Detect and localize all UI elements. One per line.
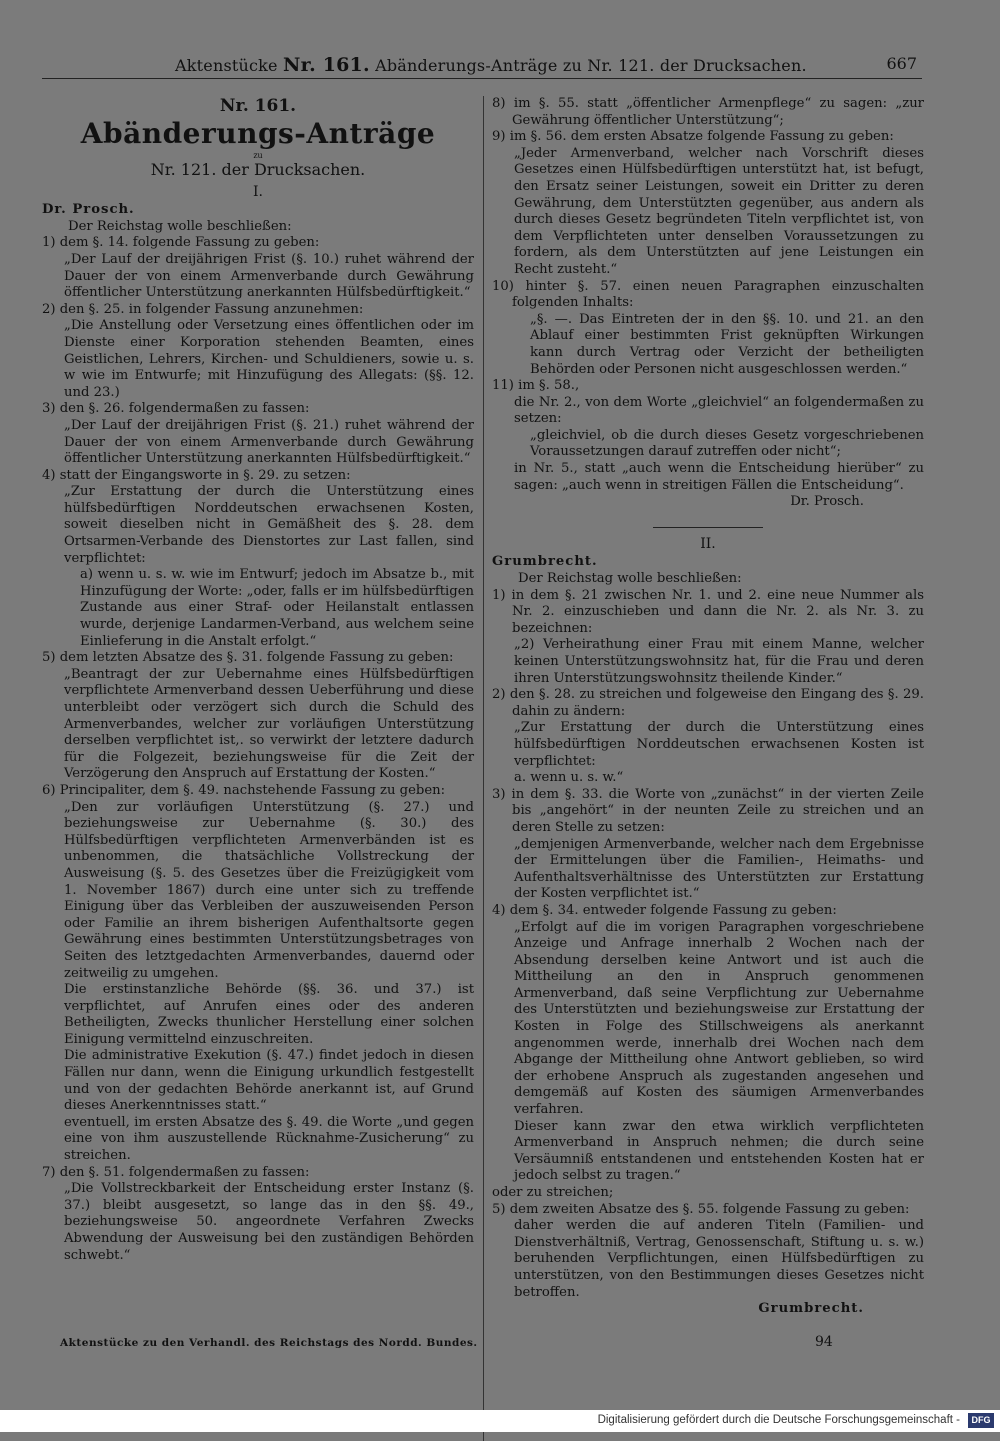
credit-text: Digitalisierung gefördert durch die Deutsche Forschungsgemeinschaft - [597, 1414, 960, 1426]
item-5-body: „Beantragt der zur Uebernahme eines Hülfsbedürftigen verpflichtete Armenverband dessen Ueberführung und diese unterbleibt oder verzögert sich durch die Schuld des Armenverbandes, welcher zur vorläufigen Unterstützung derselben verpflichtet ist,. so verwirkt der letztere dadurch für die Folgezeit, beziehungsweise für die Zeit der Verzögerung den Anspruch auf Erstattung der Kosten.“ [64, 666, 474, 782]
item-11-body-2: „gleichviel, ob die durch dieses Gesetz vorgeschriebenen Voraussetzungen darauf zutreffen oder nicht“; [530, 427, 924, 460]
header-rule [42, 78, 922, 79]
item-10-heading: 10) hinter §. 57. einen neuen Paragraphen einzuschalten folgenden Inhalts: [492, 278, 924, 311]
header-rest: Abänderungs-Anträge zu Nr. 121. der Drucksachen. [375, 56, 807, 75]
item-1-heading: 1) dem §. 14. folgende Fassung zu geben: [42, 235, 320, 251]
document-subtitle: Nr. 121. der Drucksachen. [150, 159, 366, 179]
credit-bar [0, 1410, 1000, 1432]
item-3-body: „Der Lauf der dreijährigen Frist (§. 21.) ruhet während der Dauer der von einem Armenverbande durch Gewährung öffentlicher Unterstützung anerkannten Hülfsbedürftigkeit.“ [64, 417, 474, 467]
ii-item-1-heading: 1) in dem §. 21 zwischen Nr. 1. und 2. eine neue Nummer als Nr. 2. einzuschieben und dann die Nr. 2. als Nr. 3. zu bezeichnen: [492, 587, 924, 636]
left-column [42, 96, 474, 1264]
section-number-1: I. [253, 183, 263, 200]
ii-item-3-body: „demjenigen Armenverbande, welcher nach dem Ergebnisse der Ermittelungen über die Familien-, Heimaths- und Aufenthaltsverhältnisse des Unterstützten zur Erstattung der Kosten verpflichtet ist.“ [514, 836, 924, 902]
item-6-body-3: Die administrative Exekution (§. 47.) findet jedoch in diesen Fällen nur dann, wenn die Einigung urkundlich festgestellt und von der gedachten Behörde anerkannt ist, auf Grund dieses Anerkenntnisses statt.“ [64, 1048, 474, 1114]
intro-text: Der Reichstag wolle beschließen: [68, 218, 292, 234]
ii-item-4-body-1: „Erfolgt auf die im vorigen Paragraphen vorgeschriebene Anzeige und Anfrage innerhalb 2 Wochen nach der Absendung derselben keine Antwort und ist auch die Mittheilung an den in Anspruch genommenen Armenverband, daß seine Verpflichtung zur Uebernahme des Unterstützten und beziehungsweise zur Erstattung der Kosten in Folge des Stillschweigens als anerkannt angenommen werde, innerhalb drei Wochen nach dem Abgange der Mittheilung ohne Antwort geblieben, so wird der erhobene Anspruch als zugestanden angesehen und demgemäß auf Kosten des säumigen Armenverbandes verfahren. [514, 919, 924, 1118]
item-6-body-2: Die erstinstanzliche Behörde (§§. 36. und 37.) ist verpflichtet, auf Anrufen eines oder des anderen Betheiligten, Zwecks thunlicher Herstellung einer solchen Einigung vermittelnd einzuschreiten. [64, 982, 474, 1047]
header-number: Nr. 161. [283, 54, 370, 76]
ii-item-2-body: „Zur Erstattung der durch die Unterstützung eines hülfsbedürftigen Norddeutschen erwachsenen Kosten ist verpflichtet: [514, 720, 924, 769]
item-9-body: „Jeder Armenverband, welcher nach Vorschrift dieses Gesetzes einen Hülfsbedürftigen unterstützt hat, ist befugt, den Ersatz seiner Leistungen, soweit ein Dritter zu deren Gewährung, dem Unterstützten gegenüber, aus andern als durch dieses Gesetz begründeten Titeln verpflichtet ist, von dem Verpflichteten unter denselben Voraussetzungen zu fordern, als dem Unterstützten auf jene Leistungen ein Recht zusteht.“ [514, 145, 924, 277]
item-2-body: „Die Anstellung oder Versetzung eines öffentlichen oder im Dienste einer Korporation stehenden Beamten, eines Geistlichen, Lehrers, Kirchen- und Schuldieners, sowie u. s. w wie im Entwurfe; mit Hinzufügung des Allegats: (§§. 12. und 23.) [64, 318, 474, 400]
item-4-body: „Zur Erstattung der durch die Unterstützung eines hülfsbedürftigen Norddeutschen erwachsenen Kosten, soweit dieselben nicht in Gemäßheit des §. 28. dem Ortsarmen-Verbande des Dienstortes zur Last fallen, sind verpflichtet: [64, 484, 474, 566]
ii-item-4-heading: 4) dem §. 34. entweder folgende Fassung zu geben: [492, 902, 837, 918]
item-10-body: „§. —. Das Eintreten der in den §§. 10. und 21. an den Ablauf einer bestimmten Frist geknüpften Wirkungen kann durch Vertrag oder Verzicht der betheiligten Behörden oder Personen nicht ausgeschlossen werden.“ [530, 311, 924, 377]
right-column [492, 96, 924, 1318]
item-3-heading: 3) den §. 26. folgendermaßen zu fassen: [42, 401, 310, 417]
ii-item-1-body: „2) Verheirathung einer Frau mit einem Manne, welcher keinen Unterstützungswohnsitz hat, für die Frau und deren ihren Unterstützungswohnsitz theilende Kinder.“ [514, 637, 924, 686]
signature-grumbrecht: Grumbrecht. [758, 1301, 864, 1317]
page-header [165, 50, 925, 76]
item-11-body-3: in Nr. 5., statt „auch wenn die Entscheidung hierüber“ zu sagen: „auch wenn in streitigen Fällen die Entscheidung“. [514, 461, 924, 493]
item-8: 8) im §. 55. statt „öffentlicher Armenpflege“ zu sagen: „zur Gewährung öffentlicher Unterstützung“; [492, 96, 924, 128]
ii-item-3-heading: 3) in dem §. 33. die Worte von „zunächst“ in der vierten Zeile bis „angehört“ in der neunten Zeile zu streichen und an deren Stelle zu setzen: [492, 786, 924, 835]
intro-text-2: Der Reichstag wolle beschließen: [518, 571, 742, 587]
document-number: Nr. 161. [219, 96, 297, 116]
ii-item-5-heading: 5) dem zweiten Absatze des §. 55. folgende Fassung zu geben: [492, 1201, 910, 1217]
item-6-body-1: „Den zur vorläufigen Unterstützung (§. 27.) und beziehungsweise zur Uebernahme (§. 30.) des Hülfsbedürftigen verpflichteten Armenverbänden ist es unbenommen, die thatsächliche Vollstreckung der Ausweisung (§. 5. des Gesetzes über die Freizügigkeit vom 1. November 1867) durch eine unter sich zu treffende Einigung über das Verbleiben der auszuweisenden Person oder Familie an ihrem bisherigen Aufenthaltsorte gegen Gewährung eines bestimmten Unterstützungsbetrages von Seiten des letztgedachten Armenverbandes, dauernd oder zeitweilig zu umgehen. [64, 799, 474, 981]
author-name-2: Grumbrecht. [492, 554, 598, 570]
item-6-heading: 6) Principaliter, dem §. 49. nachstehende Fassung zu geben: [42, 782, 446, 798]
item-4-sub-a: a) wenn u. s. w. wie im Entwurf; jedoch im Absatze b., mit Hinzufügung der Worte: „oder, falls er im hülfsbedürftigen Zustande aus einer Straf- oder Heilanstalt entlassen wurde, derjenige Landarmen-Verband, aus welchem seine Einlieferung in die Anstalt erfolgt.“ [80, 567, 474, 649]
header-title [175, 54, 807, 76]
column-divider [483, 96, 484, 1441]
item-6-eventuell: eventuell, im ersten Absatze des §. 49. die Worte „und gegen eine von ihm auszustellende Rücknahme-Zusicherung“ zu streichen. [64, 1114, 474, 1164]
item-11-heading: 11) im §. 58., [492, 378, 580, 394]
item-9-heading: 9) im §. 56. dem ersten Absatze folgende Fassung zu geben: [492, 129, 894, 145]
footer-source: Aktenstücke zu den Verhandl. des Reichstags des Nordd. Bundes. [60, 1337, 478, 1349]
ii-item-5-body: daher werden die auf anderen Titeln (Familien- und Dienstverhältniß, Vertrag, Genossenschaft, Stiftung u. s. w.) beruhenden Verpflichtungen, einen Hülfsbedürftigen zu unterstützen, von den Bestimmungen dieses Gesetzes nicht betroffen. [514, 1218, 924, 1300]
author-name: Dr. Prosch. [42, 202, 135, 218]
signature-prosch: Dr. Prosch. [790, 494, 864, 510]
section-number-2: II. [700, 535, 716, 552]
dfg-logo-icon: DFG [968, 1413, 994, 1428]
document-title: Abänderungs-Anträge [80, 116, 436, 150]
item-4-heading: 4) statt der Eingangsworte in §. 29. zu setzen: [42, 467, 351, 483]
ii-item-2-sub-a: a. wenn u. s. w.“ [514, 770, 624, 786]
section-separator [653, 527, 763, 528]
item-11-body-1: die Nr. 2., von dem Worte „gleichviel“ an folgendermaßen zu setzen: [514, 394, 924, 427]
ii-item-4-oder: oder zu streichen; [492, 1185, 614, 1200]
item-1-body: „Der Lauf der dreijährigen Frist (§. 10.) ruhet während der Dauer der von einem Armenverbande durch Gewährung öffentlicher Unterstützung anerkannten Hülfsbedürftigkeit.“ [64, 251, 474, 301]
item-5-heading: 5) dem letzten Absatze des §. 31. folgende Fassung zu geben: [42, 650, 454, 666]
ii-item-4-body-2: Dieser kann zwar den etwa wirklich verpflichteten Armenverband in Anspruch nehmen; die durch seine Versäumniß entstandenen und entstehenden Kosten hat er jedoch selbst zu tragen.“ [514, 1118, 924, 1184]
title-zu: zu [253, 150, 263, 160]
footer-sheet-number: 94 [815, 1334, 833, 1350]
header-prefix: Aktenstücke [175, 56, 278, 75]
ii-item-2-heading: 2) den §. 28. zu streichen und folgeweise den Eingang des §. 29. dahin zu ändern: [492, 687, 924, 719]
item-2-heading: 2) den §. 25. in folgender Fassung anzunehmen: [42, 301, 364, 317]
page-number: 667 [886, 54, 917, 73]
item-7-heading: 7) den §. 51. folgendermaßen zu fassen: [42, 1164, 310, 1180]
item-7-body: „Die Vollstreckbarkeit der Entscheidung erster Instanz (§. 37.) bleibt ausgesetzt, so lange das in den §§. 49., beziehungsweise 50. angeordnete Verfahren Zwecks Abwendung der Ausweisung bei den zuständigen Behörden schwebt.“ [64, 1181, 474, 1263]
